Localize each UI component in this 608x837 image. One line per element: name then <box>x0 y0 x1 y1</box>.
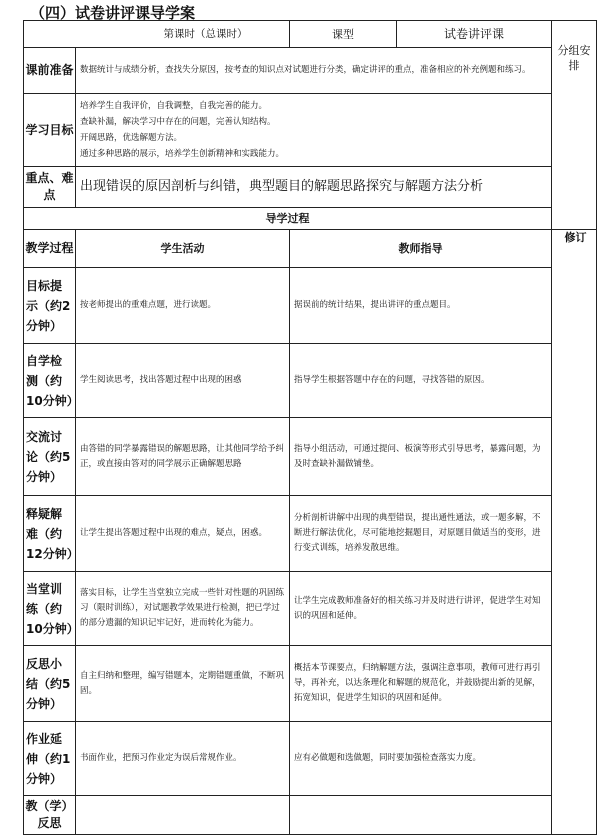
process-row <box>24 496 597 572</box>
student-activity: 让学生提出答题过程中出现的难点，疑点，困惑。 <box>76 496 290 572</box>
col-teacher: 教师指导 <box>290 230 552 268</box>
process-row <box>24 796 597 835</box>
teacher-guidance <box>290 796 552 835</box>
goal-item: 开阔思路，优选解题方法。 <box>80 133 183 143</box>
process-row <box>24 268 597 344</box>
process-label: 反思小结（约5分钟） <box>24 646 76 722</box>
teacher-guidance: 应有必做题和选做题，同时要加强检查落实力度。 <box>290 722 552 796</box>
student-activity: 学生阅读思考，找出答题过程中出现的困惑 <box>76 344 290 418</box>
group-label: 分组安排 <box>557 44 591 72</box>
process-row <box>24 344 597 418</box>
teacher-guidance: 让学生完成教师准备好的相关练习并及时进行讲评，促进学生对知识的巩固和延伸。 <box>290 572 552 646</box>
goals-row <box>24 94 597 167</box>
process-label: 教（学）反思 <box>24 796 76 835</box>
student-activity: 由答错的同学暴露错误的解题思路，让其他同学给予纠正，或直接由答对的同学展示正确解题思路 <box>76 418 290 496</box>
prep-text: 数据统计与成绩分析，查找失分原因，按考查的知识点对试题进行分类，确定讲评的重点，准备相应的补充例题和练习。 <box>76 48 552 94</box>
prep-label: 课前准备 <box>24 48 76 94</box>
column-header-row <box>24 230 597 268</box>
header-row <box>24 21 597 48</box>
key-row <box>24 167 597 208</box>
revise-label: 修订 <box>564 231 587 244</box>
process-row <box>24 722 597 796</box>
revise-column <box>552 230 597 835</box>
lesson-plan-table-wrap <box>23 20 596 837</box>
student-activity: 落实目标，让学生当堂独立完成一些针对性题的巩固练习（限时训练），对试题教学效果进行检测，把已学过的部分遗漏的知识记牢记好，进而转化为能力。 <box>76 572 290 646</box>
goals-label: 学习目标 <box>24 94 76 167</box>
teacher-guidance: 据误前的统计结果，提出讲评的重点题目。 <box>290 268 552 344</box>
process-row <box>24 418 597 496</box>
guide-title: 导学过程 <box>24 208 552 230</box>
lesson-plan-table <box>23 20 597 835</box>
process-row <box>24 572 597 646</box>
process-label: 目标提示（约2分钟） <box>24 268 76 344</box>
goal-item: 通过多种思路的展示，培养学生创新精神和实践能力。 <box>80 149 285 159</box>
doc-title: （四）试卷讲评课导学案 <box>30 4 196 22</box>
goal-item: 查缺补漏，解决学习中存在的问题，完善认知结构。 <box>80 117 276 127</box>
key-label: 重点、难点 <box>24 167 76 208</box>
teacher-guidance: 指导小组活动，可通过提问、板演等形式引导思考，暴露问题，为及时查缺补漏做铺垫。 <box>290 418 552 496</box>
col-student: 学生活动 <box>76 230 290 268</box>
process-label: 交流讨论（约5分钟） <box>24 418 76 496</box>
course-type-label <box>290 21 397 48</box>
guide-title-row <box>24 208 597 230</box>
teacher-guidance: 概括本节课要点，归纳解题方法，强调注意事项，教师可进行再引导，再补充，以达条理化和解题的规范化，并鼓励提出新的见解，拓宽知识，促进学生知识的巩固和延伸。 <box>290 646 552 722</box>
process-row <box>24 646 597 722</box>
process-label: 释疑解难（约12分钟） <box>24 496 76 572</box>
col-process: 教学过程 <box>24 230 76 268</box>
student-activity: 书面作业，把预习作业定为误后常规作业。 <box>76 722 290 796</box>
course-type-value: 试卷讲评课 <box>397 21 552 48</box>
group-arrangement <box>552 21 597 230</box>
student-activity <box>76 796 290 835</box>
teacher-guidance: 指导学生根据答题中存在的问题，寻找答错的原因。 <box>290 344 552 418</box>
key-text: 出现错误的原因剖析与纠错，典型题目的解题思路探究与解题方法分析 <box>76 167 552 208</box>
period-label: 第课时（总课时） <box>76 21 290 48</box>
goal-item: 培养学生自我评价，自我调整，自我完善的能力。 <box>80 101 268 111</box>
header-blank <box>24 21 76 48</box>
teacher-guidance: 分析剖析讲解中出现的典型错误，提出通性通法，或一题多解，不断进行解法优化，尽可能地挖掘题目，对原题目做适当的变形，进行变式训练，培养发散思维。 <box>290 496 552 572</box>
student-activity: 自主归纳和整理，编写错题本，定期错题重做，不断巩固。 <box>76 646 290 722</box>
process-label: 自学检测（约10分钟） <box>24 344 76 418</box>
prep-row <box>24 48 597 94</box>
process-label: 当堂训练（约10分钟） <box>24 572 76 646</box>
process-label: 作业延伸（约1分钟） <box>24 722 76 796</box>
goals-list <box>76 94 552 167</box>
course-type-label-text: 课型 <box>332 27 354 41</box>
student-activity: 按老师提出的重难点题，进行读题。 <box>76 268 290 344</box>
